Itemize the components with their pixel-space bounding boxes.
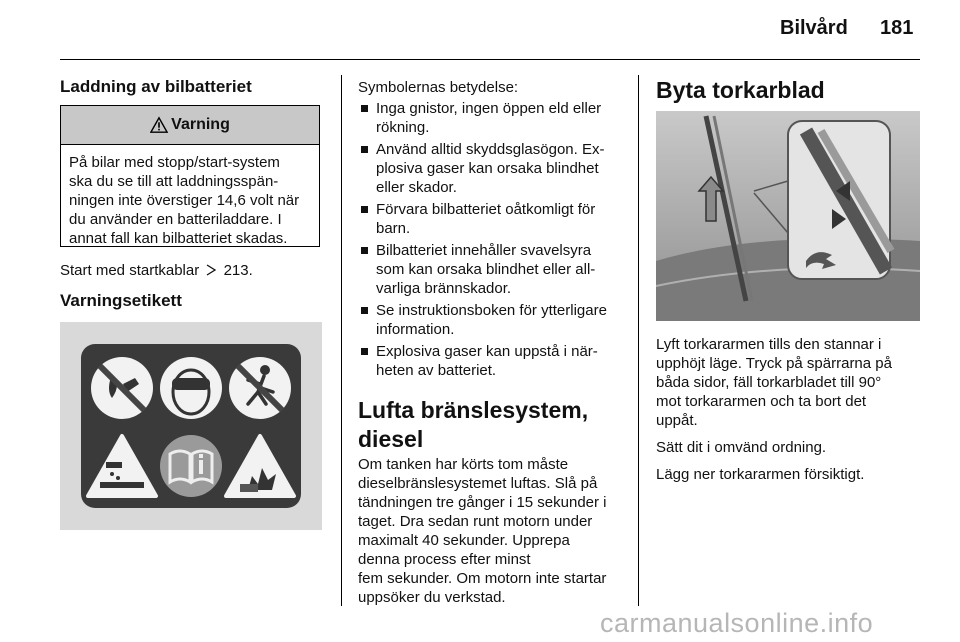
no-flame-icon (91, 357, 153, 419)
fuel-bleed-heading-line2: diesel (358, 426, 424, 452)
list-item (358, 301, 630, 339)
list-item-line: Förvara bilbatteriet oåtkomligt för (376, 201, 596, 218)
body-line: maximalt 40 sekunder. Upprepa (358, 532, 570, 549)
body-line: taget. Dra sedan runt motorn under (358, 513, 593, 530)
fuel-bleed-heading-line1: Lufta bränslesystem, (358, 397, 589, 423)
list-item-line: Explosiva gaser kan uppstå i när- (376, 343, 598, 360)
wiper-blade-illustration (656, 111, 920, 321)
symbols-list (358, 99, 630, 380)
header-rule (60, 59, 920, 60)
column-rule-2 (638, 75, 639, 606)
page-ref-link[interactable]: 213. (223, 262, 253, 279)
wiper-para-2: Sätt dit i omvänd ordning. (656, 439, 827, 456)
list-item-line: heten av batteriet. (376, 362, 497, 379)
warning-line: annat fall kan bilbatteriet skadas. (69, 230, 288, 247)
page-number: 181 (880, 17, 914, 39)
list-item (358, 99, 630, 137)
jump-start-text: Start med startkablar (60, 262, 200, 279)
warning-text (61, 145, 319, 248)
warning-label-heading: Varningsetikett (60, 291, 182, 310)
keep-children-away-icon (229, 357, 291, 419)
fuel-bleed-heading (358, 396, 588, 454)
column-rule-1 (341, 75, 342, 606)
body-line: dieselbränslesystemet luftas. Slå på (358, 475, 598, 492)
wiper-para-3: Lägg ner torkararmen försiktigt. (656, 466, 865, 483)
list-item-line: eller skador. (376, 179, 457, 196)
battery-warning-label-image (60, 322, 322, 530)
list-item (358, 342, 630, 380)
wiper-heading: Byta torkarblad (656, 77, 825, 103)
wiper-instructions (656, 335, 920, 492)
body-line: båda sidor, fäll torkarbladet till 90° (656, 374, 882, 391)
body-line: upphöjt läge. Tryck på spärrarna på (656, 355, 892, 372)
list-item-line: Bilbatteriet innehåller svavelsyra (376, 242, 592, 259)
list-item-line: information. (376, 321, 455, 338)
list-item-line: som kan orsaka blindhet eller all- (376, 261, 596, 278)
list-item (358, 241, 630, 298)
list-item (358, 200, 630, 238)
symbols-intro: Symbolernas betydelse: (358, 79, 519, 96)
list-item-line: barn. (376, 220, 411, 237)
battery-charging-heading: Laddning av bilbatteriet (60, 77, 252, 96)
body-line: uppsöker du verkstad. (358, 589, 506, 606)
page-section-title: Bilvård (780, 17, 848, 39)
list-item (358, 140, 630, 197)
warning-triangle-icon (150, 116, 168, 134)
body-line: Om tanken har körts tom måste (358, 456, 569, 473)
goggles-icon (160, 357, 222, 419)
body-line: Lyft torkararmen tills den stannar i (656, 336, 882, 353)
list-item-line: rökning. (376, 119, 430, 136)
wiper-para-1 (656, 335, 920, 430)
body-line: mot torkararmen och ta bort det (656, 393, 867, 410)
warning-line: ska du se till att laddningsspän- (69, 173, 279, 190)
warning-title: Varning (171, 116, 230, 133)
symbols-column (358, 78, 630, 383)
body-line: uppåt. (656, 412, 698, 429)
body-line: fem sekunder. Om motorn inte startar (358, 570, 607, 587)
list-item-line: plosiva gaser kan orsaka blindhet (376, 160, 599, 177)
fuel-bleed-text (358, 455, 630, 607)
warning-line: du använder en batteriladdare. I (69, 211, 282, 228)
list-item-line: Använd alltid skyddsglasögon. Ex- (376, 141, 605, 158)
warning-line: På bilar med stopp/start-system (69, 154, 280, 171)
body-line: denna process efter minst (358, 551, 531, 568)
warning-header (61, 106, 319, 145)
arrow-ref-icon (205, 264, 217, 276)
jump-start-reference (60, 261, 253, 280)
read-manual-icon (160, 435, 222, 497)
list-item-line: Inga gnistor, ingen öppen eld eller (376, 100, 602, 117)
list-item-line: Se instruktionsboken för ytterligare (376, 302, 607, 319)
warning-box (60, 105, 320, 247)
watermark: carmanualsonline.info (600, 608, 874, 638)
body-line: tändningen tre gånger i 15 sekunder i (358, 494, 607, 511)
list-item-line: varliga brännskador. (376, 280, 512, 297)
warning-line: ningen inte överstiger 14,6 volt när (69, 192, 300, 209)
